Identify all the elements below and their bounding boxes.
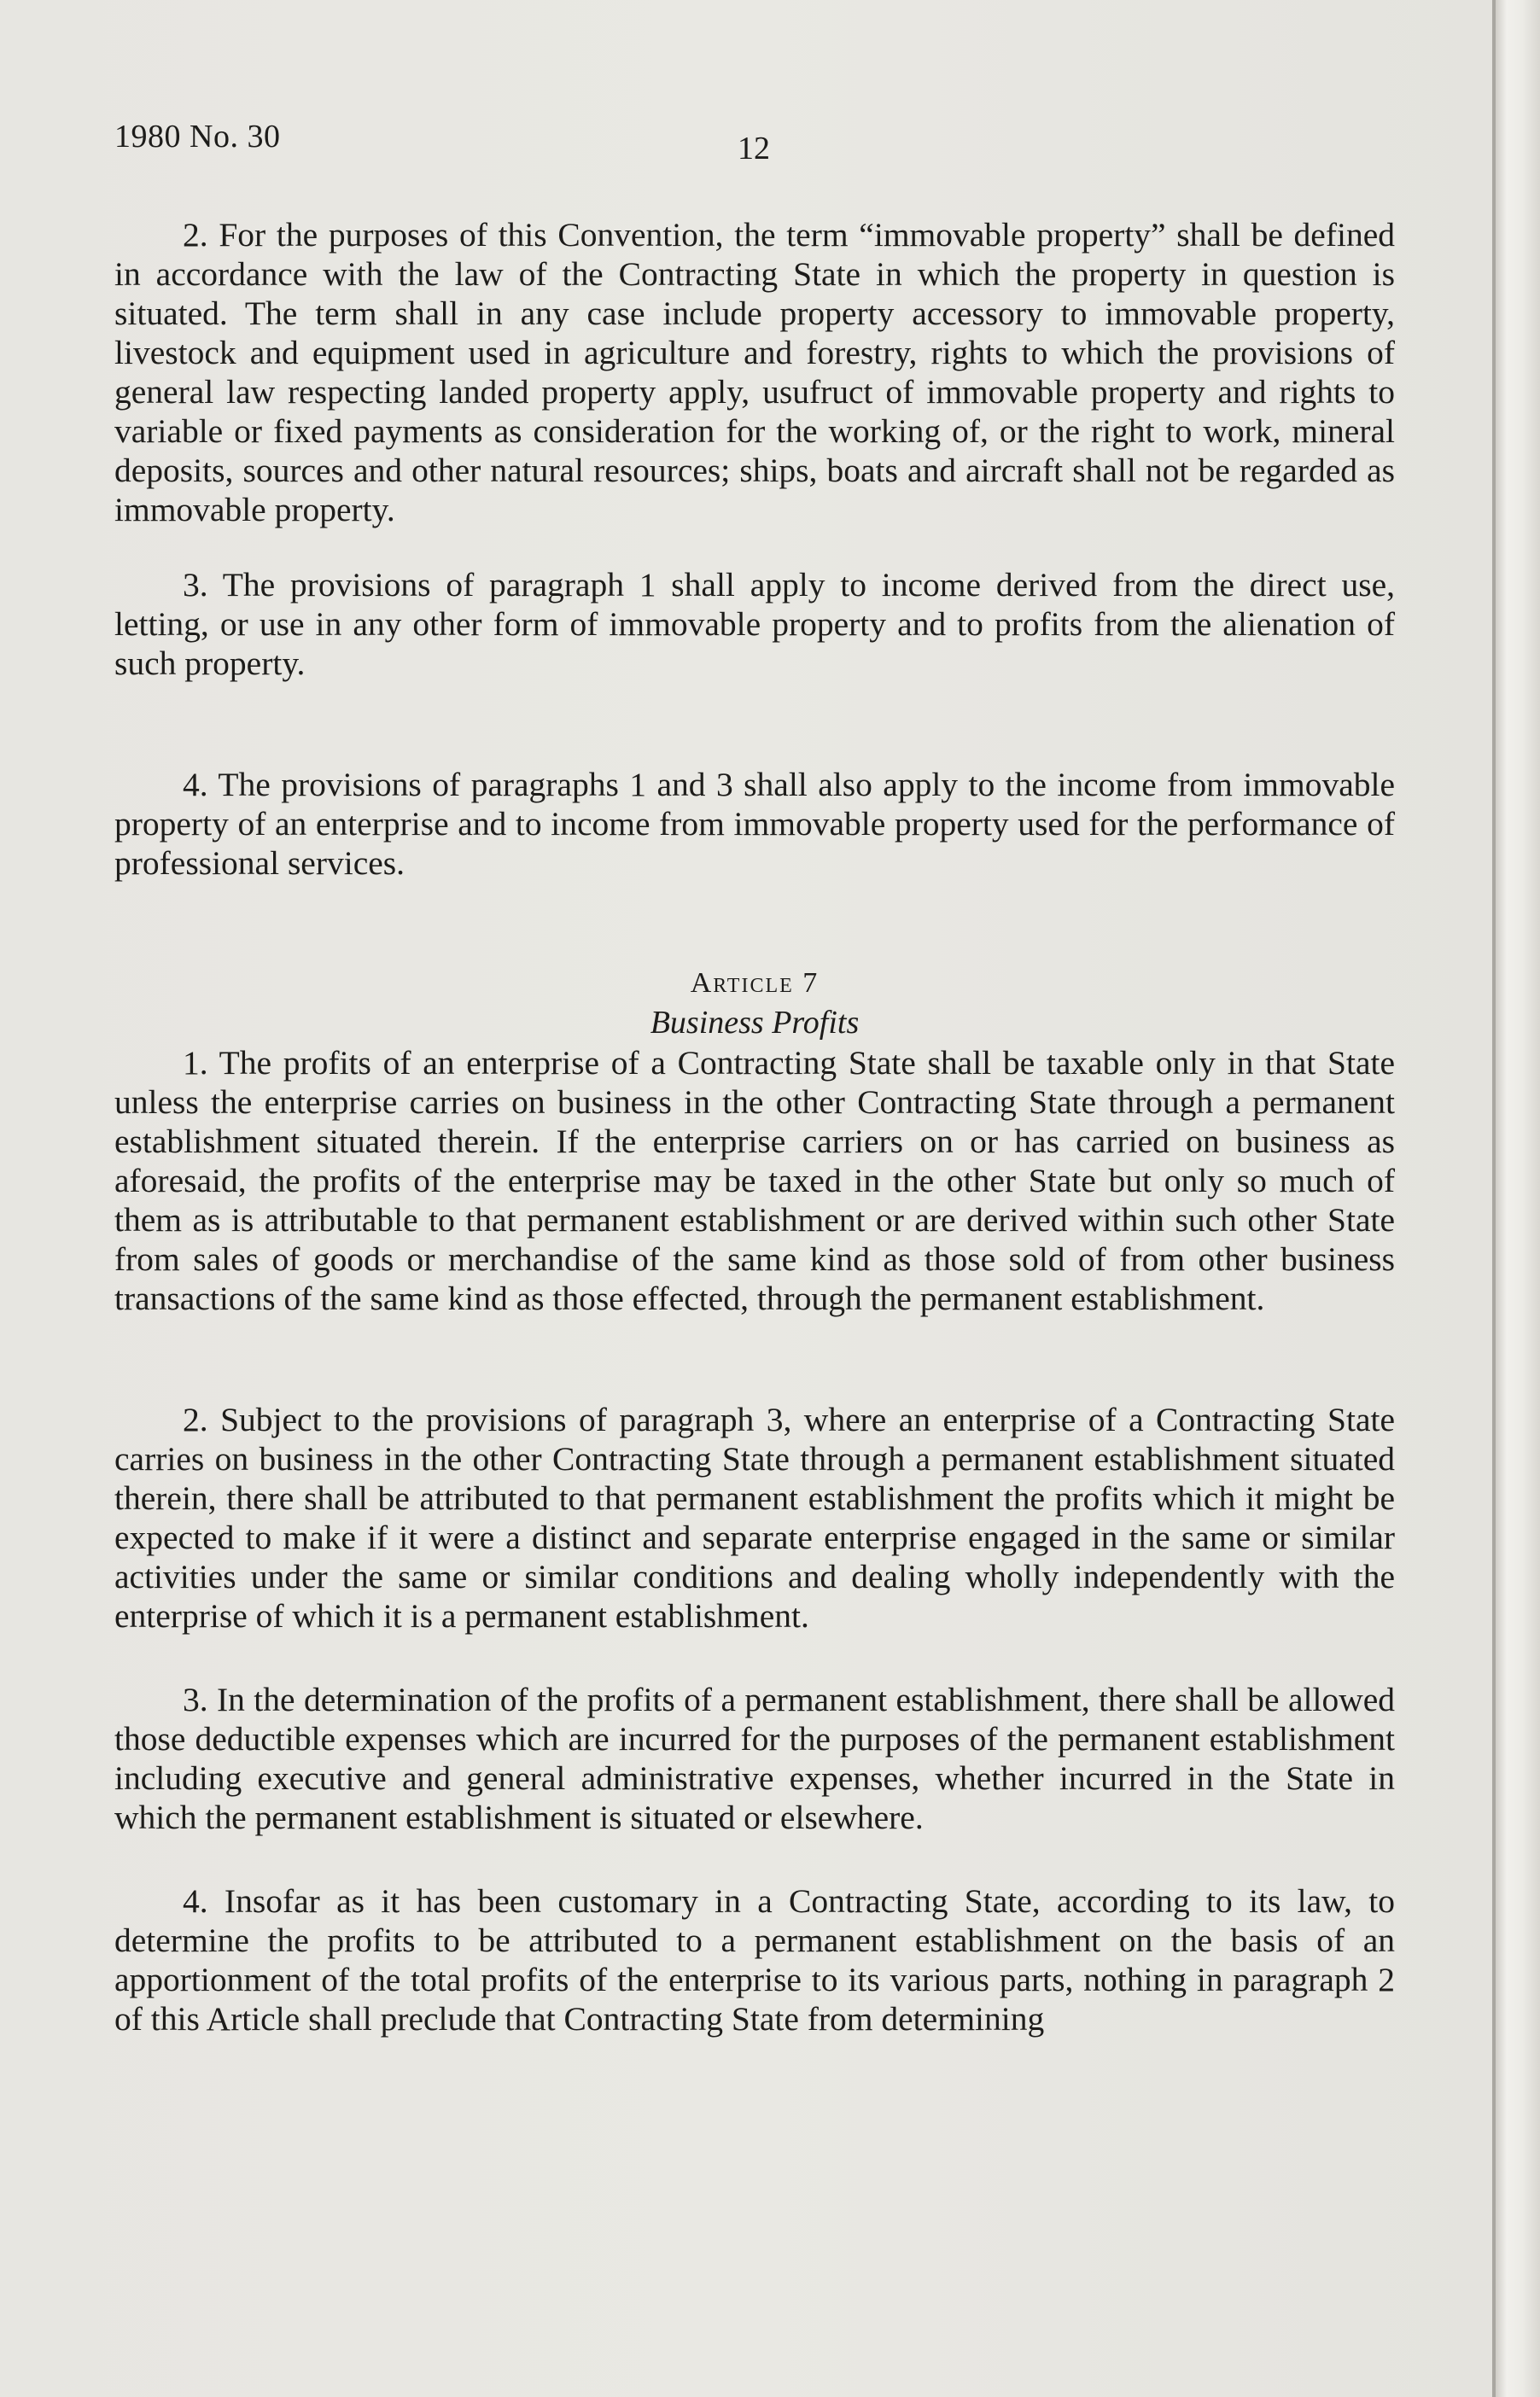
document-year-number: 1980 No. 30 xyxy=(114,119,281,155)
next-page-edge xyxy=(1496,0,1540,2397)
article-heading: Article 7 xyxy=(690,967,820,999)
paragraph-deductible-expenses: 3. In the determination of the profits of a permanent establishment, there shall be allowed those deductible expenses which are incurred for the purposes of the permanent establishment including executive and general administrative expenses, whether incurred in the State in which the permanent establishment is situated or elsewhere. xyxy=(114,1681,1395,1836)
document-body xyxy=(114,215,1395,2038)
article-subheading: Business Profits xyxy=(650,1005,860,1041)
paragraph-apportionment: 4. Insofar as it has been customary in a Contracting State, according to its law, to determine the profits to be attributed to a permanent establishment on the basis of an apportionment of the total profits of the enterprise to its various parts, nothing in paragraph 2 of this Article shall preclude that Contracting State from determining xyxy=(114,1882,1395,2038)
paragraph-profits-attribution: 2. Subject to the provisions of paragraph 3, where an enterprise of a Contracting State carries on business in the other Contracting State through a permanent establishment situated therein, there shall be attributed to that permanent establishment the profits which it might be expected to make if it were a distinct and separate enterprise engaged in the same or similar activities under the same or similar conditions and dealing wholly independently with the enterprise of which it is a permanent establishment. xyxy=(114,1401,1395,1635)
paragraph-enterprise-immovable-income: 4. The provisions of paragraphs 1 and 3 shall also apply to the income from immovable property of an enterprise and to income from immovable property used for the performance of professional services. xyxy=(114,766,1395,882)
paragraph-profits-taxable: 1. The profits of an enterprise of a Contracting State shall be taxable only in that State unless the enterprise carries on business in the other Contracting State through a permanent establishment situated therein. If the enterprise carriers on or has carried on business as aforesaid, the profits of the enterprise may be taxed in the other State but only so much of them as is attributable to that permanent establishment or are derived within such other State from sales of goods or merchandise of the same kind as those sold of from other business transactions of the same kind as those effected, through the permanent establishment. xyxy=(114,1044,1395,1317)
page-number: 12 xyxy=(738,131,770,166)
paragraph-immovable-property-definition: 2. For the purposes of this Convention, the term “immovable property” shall be defined in accordance with the law of the Contracting State in which the property in question is situated. The term shall in any case include property accessory to immovable property, livestock and equipment used in agriculture and forestry, rights to which the provisions of general law respecting landed property apply, usufruct of immovable property and rights to variable or fixed payments as consideration for the working of, or the right to work, mineral deposits, sources and other natural resources; ships, boats and aircraft shall not be regarded as immovable property. xyxy=(114,216,1395,528)
paragraph-immovable-income-application: 3. The provisions of paragraph 1 shall apply to income derived from the direct use, letting, or use in any other form of immovable property and to profits from the alienation of such property. xyxy=(114,566,1395,682)
